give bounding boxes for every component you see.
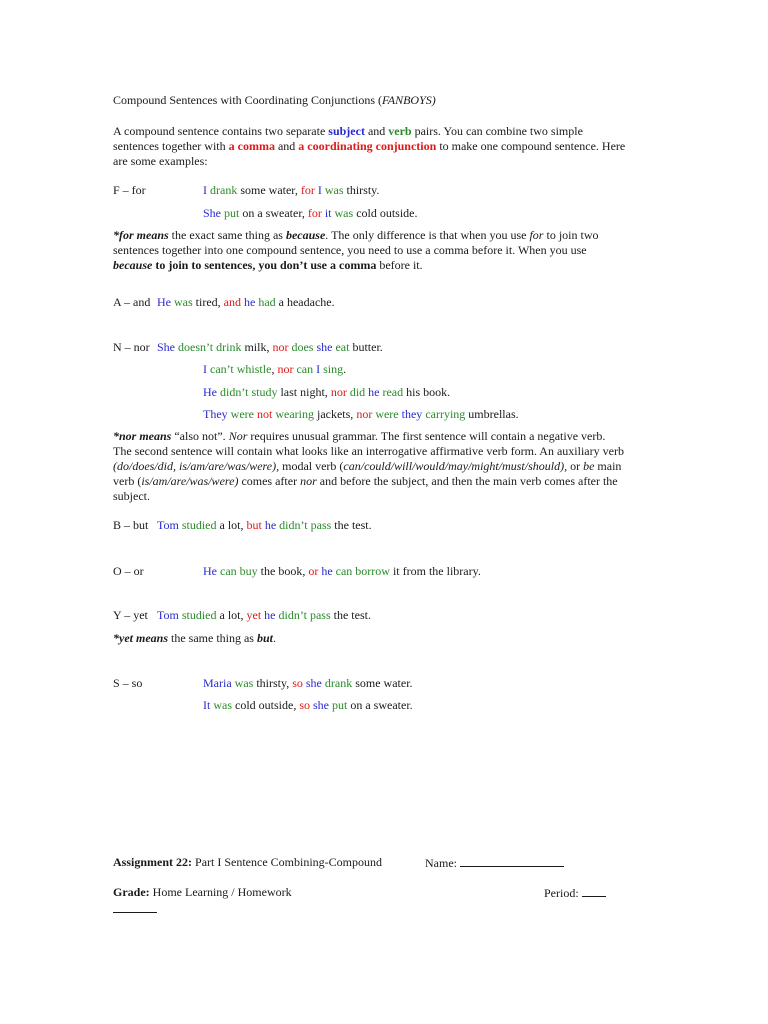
note-nor-line-4: verb (is/am/are/was/were) comes after nor and before the subject, and then the main verb comes after the	[113, 474, 618, 488]
label-so: S – so	[113, 676, 143, 690]
intro-line-1: A compound sentence contains two separate subject and verb pairs. You can combine two simple	[113, 124, 583, 138]
label-and: A – and	[113, 295, 151, 309]
example-nor-2: I can’t whistle, nor can I sing.	[203, 362, 347, 376]
note-yet: *yet means the same thing as but.	[113, 631, 276, 645]
note-for-line-1: *for means the exact same thing as because. The only difference is that when you use for to join two	[113, 228, 599, 242]
label-yet: Y – yet	[113, 608, 148, 622]
example-nor-3: He didn’t study last night, nor did he read his book.	[203, 385, 451, 399]
example-so-1: Maria was thirsty, so she drank some water.	[203, 676, 413, 690]
assignment-line: Assignment 22: Part I Sentence Combining-Compound	[113, 855, 382, 869]
name-field: Name:	[425, 855, 564, 871]
note-nor-line-3: (do/does/did, is/am/are/was/were), modal verb (can/could/will/would/may/might/must/should), or be main	[113, 459, 622, 473]
example-so-2: It was cold outside, so she put on a sweater.	[203, 698, 413, 712]
example-or-1: He can buy the book, or he can borrow it from the library.	[203, 564, 481, 578]
label-nor: N – nor	[113, 340, 150, 354]
note-for-line-2: sentences together into one compound sentence, you need to use a comma before it. When you use	[113, 243, 587, 257]
grade-line: Grade: Home Learning / Homework	[113, 885, 292, 899]
label-or: O – or	[113, 564, 144, 578]
label-but: B – but	[113, 518, 149, 532]
note-for-line-3: because to join to sentences, you don’t use a comma before it.	[113, 258, 423, 272]
note-nor-line-5: subject.	[113, 489, 150, 503]
example-nor-4: They were not wearing jackets, nor were they carrying umbrellas.	[203, 407, 519, 421]
label-for: F – for	[113, 183, 146, 197]
period-field: Period:	[544, 885, 606, 901]
intro-line-2: sentences together with a comma and a coordinating conjunction to make one compound sentence. Here	[113, 139, 626, 153]
example-and-1: He was tired, and he had a headache.	[157, 295, 335, 309]
note-nor-line-2: The second sentence will contain what looks like an interrogative affirmative verb form. An auxiliary verb	[113, 444, 624, 458]
example-yet-1: Tom studied a lot, yet he didn’t pass the test.	[157, 608, 371, 622]
period-blank-2[interactable]	[113, 901, 157, 913]
intro-line-3: are some examples:	[113, 154, 208, 168]
note-nor-line-1: *nor means “also not”. Nor requires unusual grammar. The first sentence will contain a negative verb.	[113, 429, 606, 443]
period-blank-continued	[113, 901, 157, 917]
example-for-2: She put on a sweater, for it was cold outside.	[203, 206, 418, 220]
period-blank[interactable]	[582, 885, 606, 897]
page-title: Compound Sentences with Coordinating Conjunctions (FANBOYS)	[113, 93, 436, 107]
example-nor-1: She doesn’t drink milk, nor does she eat butter.	[157, 340, 383, 354]
example-for-1: I drank some water, for I was thirsty.	[203, 183, 380, 197]
name-blank[interactable]	[460, 855, 564, 867]
example-but-1: Tom studied a lot, but he didn’t pass the test.	[157, 518, 372, 532]
